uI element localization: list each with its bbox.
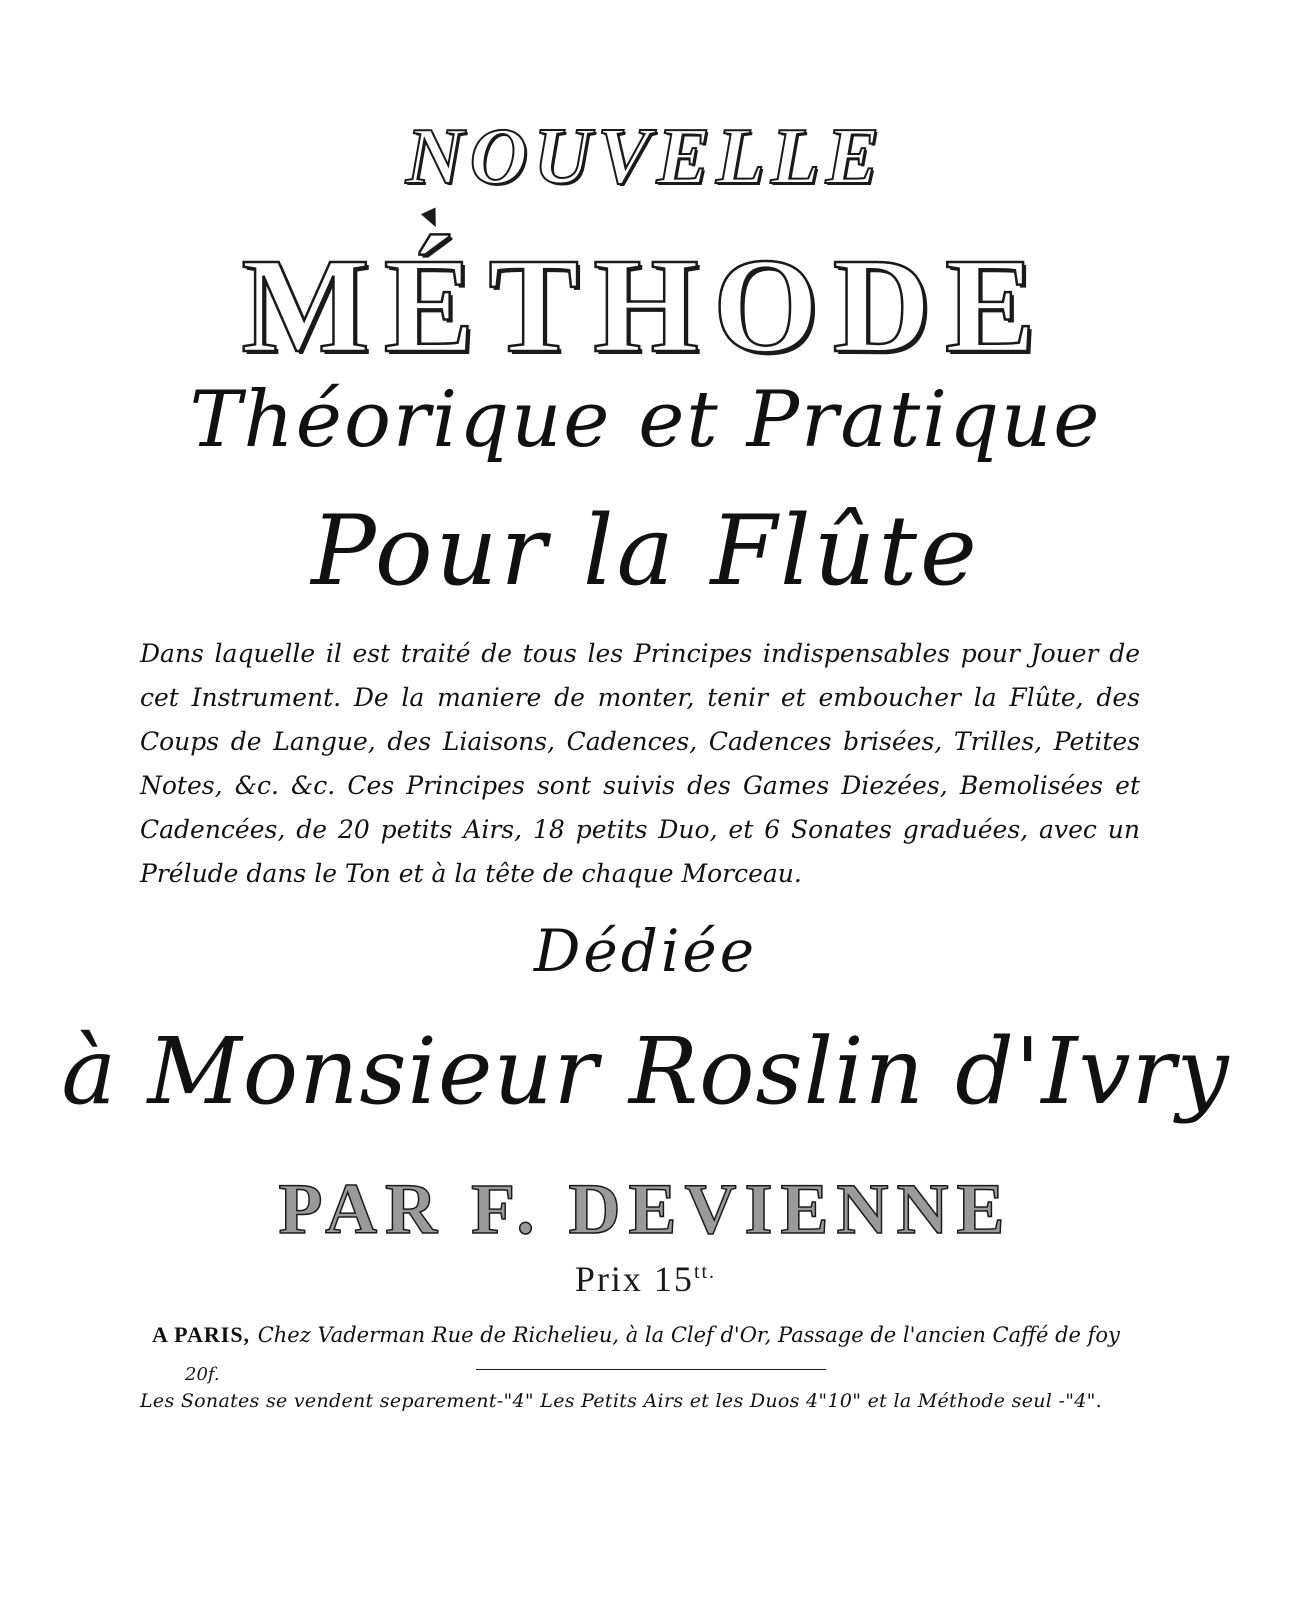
publisher-city: A PARIS, (152, 1322, 251, 1347)
subtitle-flute: Pour la Flûte (311, 495, 980, 607)
author-line: PAR F. DEVIENNE (278, 1169, 1013, 1249)
price-label: Prix 15 (574, 1259, 694, 1299)
small-price: 20f. (185, 1364, 220, 1385)
publisher-address: Chez Vaderman Rue de Richelieu, à la Clef d'Or, Passage de l'ancien Caffé de foy (257, 1323, 1120, 1347)
publisher-line (152, 1320, 1162, 1348)
description-paragraph: Dans laquelle il est traité de tous les Principes indispensables pour Jouer de cet Instrument. De la maniere de monter, tenir et emboucher la Flûte, des Coups de Langue, des Liaisons, Cadences, Cadences brisées, Trilles, Petites Notes, &c. &c. Ces Principes sont suivis des Games Diezées, Bemolisées et Cadencées, de 20 petits Airs, 18 petits Duo, et 6 Sonates graduées, avec un Prélude dans le Ton et à la tête de chaque Morceau. (140, 639, 1140, 888)
dediee-heading: Dédiée (533, 917, 758, 985)
title-nouvelle: NOUVELLE (405, 113, 886, 201)
sale-note: Les Sonates se vendent separement-"4" Les Petits Airs et les Duos 4"10" et la Méthode seul -"4". (140, 1390, 1103, 1412)
dedicatee-name: à Monsieur Roslin d'Ivry (61, 1018, 1230, 1125)
title-methode: MÉTHODE (241, 231, 1050, 381)
divider-rule (476, 1369, 826, 1370)
price-line (0, 1258, 1291, 1300)
subtitle-theorique: Théorique et Pratique (189, 375, 1102, 465)
price-unit: tt. (693, 1261, 717, 1283)
